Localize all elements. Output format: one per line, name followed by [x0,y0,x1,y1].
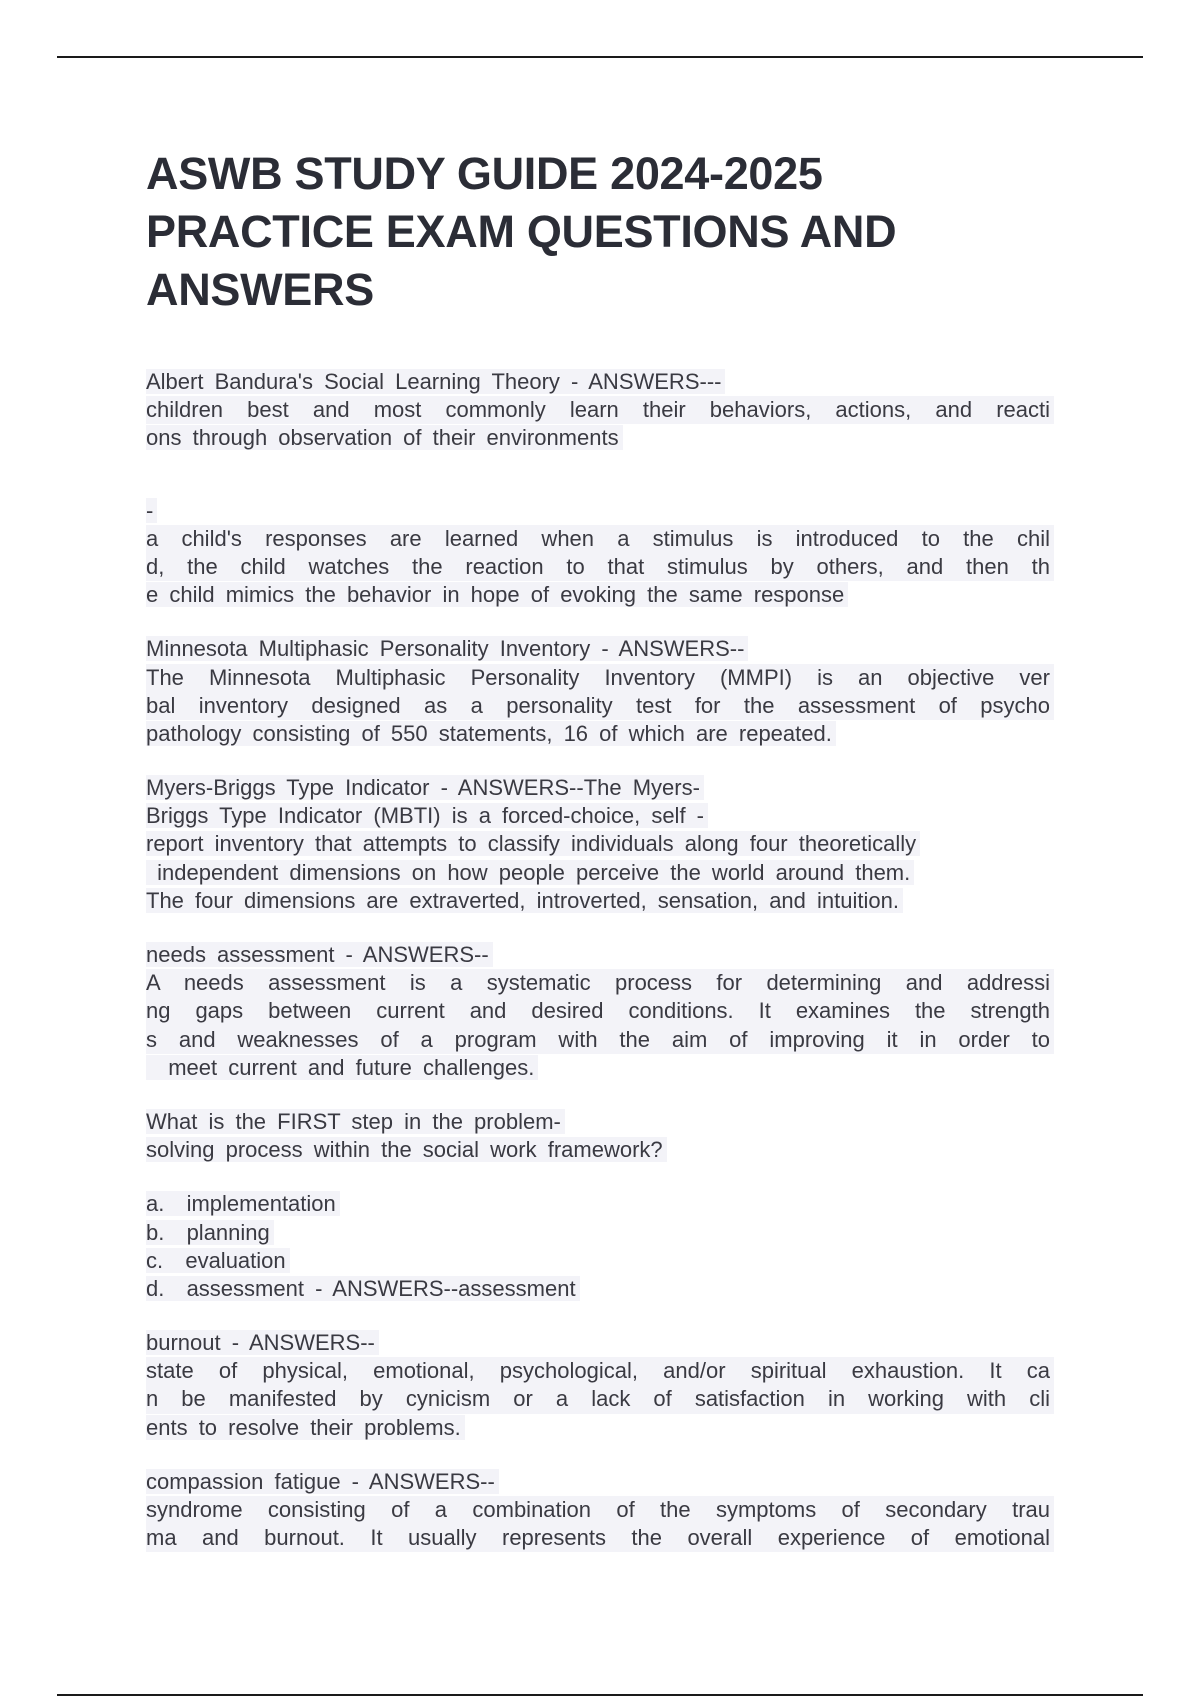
text-run: a child's responses are learned when a stimulus is introduced to the chil [146,525,1054,553]
entry-term [146,1329,1054,1357]
text-run: syndrome consisting of a combination of the symptoms of secondary trau [146,1496,1054,1524]
entry-text-line [146,581,1054,609]
title-line: PRACTICE EXAM QUESTIONS AND [146,206,897,257]
text-run: Myers-Briggs Type Indicator - ANSWERS--The Myers- [146,775,704,800]
qa-entry [146,774,1054,915]
text-run: d. assessment - ANSWERS--assessment [146,1276,580,1301]
text-run: Minnesota Multiphasic Personality Inventory - ANSWERS-- [146,636,748,661]
text-run: report inventory that attempts to classify individuals along four theoretically [146,831,920,856]
entry-spacer [146,1303,1054,1329]
answer-options [146,1190,1054,1303]
text-run: s and weaknesses of a program with the aim of improving it in order to [146,1026,1054,1054]
entry-text-line [146,830,1054,858]
entry-text-line [146,692,1054,720]
answer-option [146,1247,1054,1275]
answer-option [146,1219,1054,1247]
text-run: children best and most commonly learn their behaviors, actions, and reacti [146,396,1054,424]
entry-term [146,1108,1054,1136]
text-run: The Minnesota Multiphasic Personality Inventory (MMPI) is an objective ver [146,664,1054,692]
entry-text-line [146,664,1054,692]
entry-text-line [146,1026,1054,1054]
text-run: d, the child watches the reaction to that stimulus by others, and then th [146,553,1054,581]
qa-entry [146,1108,1054,1164]
text-run: b. planning [146,1220,274,1245]
qa-entry [146,368,1054,453]
answer-option [146,1190,1054,1218]
entry-text-line [146,859,1054,887]
entry-text-line [146,1136,1054,1164]
entry-spacer [146,1082,1054,1108]
text-run: independent dimensions on how people perceive the world around them. [146,860,914,885]
entry-text-line [146,969,1054,997]
header-rule [57,56,1143,58]
entry-spacer [146,1164,1054,1190]
text-run: - [146,498,157,523]
text-run: Briggs Type Indicator (MBTI) is a forced-choice, self - [146,803,708,828]
footer-rule [57,1694,1143,1696]
entry-text-line [146,997,1054,1025]
entry-text-line [146,720,1054,748]
entry-text-line [146,802,1054,830]
entry-spacer [146,748,1054,774]
entry-term [146,497,1054,525]
text-run: needs assessment - ANSWERS-- [146,942,493,967]
text-run: Albert Bandura's Social Learning Theory - ANSWERS--- [146,369,725,394]
text-run: c. evaluation [146,1248,290,1273]
qa-entry [146,1468,1054,1553]
text-run: ents to resolve their problems. [146,1415,465,1440]
page-title [146,145,1086,319]
entry-text-line [146,553,1054,581]
text-run: pathology consisting of 550 statements, 16 of which are repeated. [146,721,836,746]
qa-entry [146,1329,1054,1442]
qa-entry [146,497,1054,610]
entry-spacer [146,1442,1054,1468]
text-run: compassion fatigue - ANSWERS-- [146,1469,499,1494]
entry-text-line [146,1496,1054,1524]
text-run: ma and burnout. It usually represents the overall experience of emotional [146,1524,1054,1552]
text-run: n be manifested by cynicism or a lack of satisfaction in working with cli [146,1385,1054,1413]
title-line: ANSWERS [146,264,374,315]
qa-entry [146,941,1054,1082]
text-run: bal inventory designed as a personality test for the assessment of psycho [146,692,1054,720]
text-run: ons through observation of their environments [146,425,623,450]
entry-text-line [146,1385,1054,1413]
text-run: The four dimensions are extraverted, introverted, sensation, and intuition. [146,888,903,913]
entry-text-line [146,525,1054,553]
entry-text-line [146,1054,1054,1082]
qa-entry [146,635,1054,748]
entry-text-line [146,396,1054,424]
entry-text-line [146,1357,1054,1385]
text-run: A needs assessment is a systematic process for determining and addressi [146,969,1054,997]
text-run: burnout - ANSWERS-- [146,1330,379,1355]
text-run: What is the FIRST step in the problem- [146,1109,565,1134]
entry-text-line [146,1524,1054,1552]
entry-text-line [146,1414,1054,1442]
text-run: state of physical, emotional, psychological, and/or spiritual exhaustion. It ca [146,1357,1054,1385]
answer-option [146,1275,1054,1303]
text-run: meet current and future challenges. [146,1055,538,1080]
text-run: solving process within the social work framework? [146,1137,667,1162]
text-run: e child mimics the behavior in hope of evoking the same response [146,582,848,607]
entry-spacer [146,915,1054,941]
entry-term [146,368,1054,396]
entry-term [146,1468,1054,1496]
entry-term [146,941,1054,969]
entry-spacer [146,609,1054,635]
entry-term [146,774,1054,802]
title-line: ASWB STUDY GUIDE 2024-2025 [146,148,823,199]
text-run: ng gaps between current and desired conditions. It examines the strength [146,997,1054,1025]
entry-text-line [146,887,1054,915]
entry-text-line [146,424,1054,452]
entry-term [146,635,1054,663]
document-body [146,368,1054,1552]
entry-spacer [146,453,1054,497]
text-run: a. implementation [146,1191,340,1216]
